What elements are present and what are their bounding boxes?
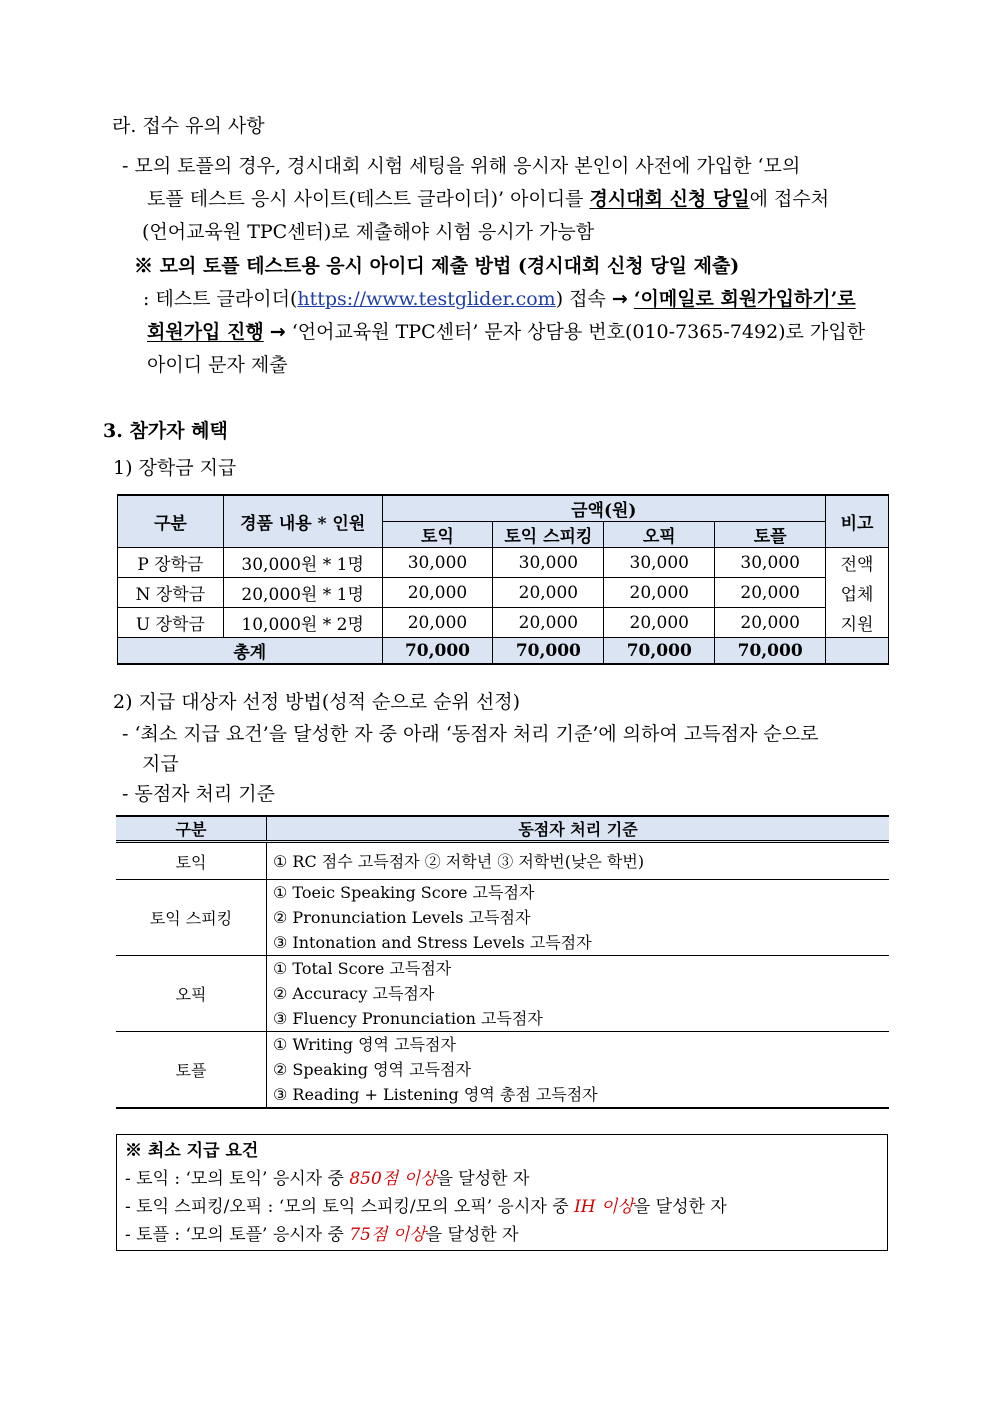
- row-note: 지원: [826, 608, 889, 638]
- row-value: 30,000: [604, 548, 715, 578]
- row-value: 30,000: [382, 548, 493, 578]
- tiebreak-table: [116, 815, 889, 1109]
- box-line: [125, 1221, 519, 1249]
- row-note: 업체: [826, 578, 889, 608]
- note-line: 아이디 문자 제출: [147, 354, 288, 376]
- text-segment: - 토익 스피킹/오픽 : ‘모의 토익 스피킹/모의 오픽’ 응시자 중: [125, 1197, 575, 1217]
- row-value: 20,000: [604, 578, 715, 608]
- table-row: [116, 842, 889, 880]
- criteria-line: ② Pronunciation Levels 고득점자: [273, 908, 531, 927]
- table-row: [116, 956, 889, 1032]
- row-value: 20,000: [382, 608, 493, 638]
- row-value: 20,000: [493, 578, 604, 608]
- highlight-text: 75점 이상: [349, 1225, 426, 1245]
- note-line: [143, 283, 856, 316]
- text-segment: ‘언어교육원 TPC센터’ 문자 상담용 번호(010-7365-7492)로 가입한: [291, 321, 866, 343]
- highlight-text: 850점 이상: [349, 1169, 437, 1189]
- emphasis-text: 회원가입 진행: [147, 321, 264, 343]
- minimum-requirement-box: [116, 1134, 888, 1251]
- row-value: 20,000: [715, 578, 826, 608]
- total-value: 70,000: [493, 638, 604, 665]
- total-row: [118, 638, 889, 665]
- row-prize: 30,000원 * 1명: [223, 548, 382, 578]
- header-category: 구분: [116, 816, 267, 842]
- total-label: 총계: [118, 638, 383, 665]
- row-value: 20,000: [493, 608, 604, 638]
- row-note: 전액: [826, 548, 889, 578]
- subsection-line: - ‘최소 지급 요건’을 달성한 자 중 아래 ‘동점자 처리 기준’에 의하여 고득점자 순으로: [122, 723, 819, 745]
- arrow-icon: →: [611, 288, 628, 310]
- row-category: 토플: [116, 1032, 267, 1109]
- subsection-title: 2) 지급 대상자 선정 방법(성적 순으로 순위 선정): [113, 691, 520, 713]
- criteria-line: ② Speaking 영역 고득점자: [273, 1060, 471, 1079]
- section-ra-paragraph-line: [147, 183, 829, 216]
- total-value: 70,000: [382, 638, 493, 665]
- box-line: [125, 1165, 529, 1193]
- header-toefl: 토플: [715, 522, 826, 548]
- row-prize: 20,000원 * 1명: [223, 578, 382, 608]
- row-category: 오픽: [116, 956, 267, 1032]
- text-segment: - 토플 : ‘모의 토플’ 응시자 중: [125, 1225, 350, 1245]
- scholarship-table: [117, 494, 889, 665]
- note-title: ※ 모의 토플 테스트용 응시 아이디 제출 방법 (경시대회 신청 당일 제출): [134, 255, 740, 277]
- criteria-line: ③ Reading + Listening 영역 총점 고득점자: [273, 1085, 598, 1104]
- criteria-line: ③ Intonation and Stress Levels 고득점자: [273, 933, 592, 952]
- testglider-link[interactable]: https://www.testglider.com: [297, 288, 556, 310]
- header-criteria: 동점자 처리 기준: [267, 816, 890, 842]
- subsection-title: 1) 장학금 지급: [113, 457, 237, 479]
- criteria-line: ① Writing 영역 고득점자: [273, 1035, 456, 1054]
- section-ra-paragraph-line: (언어교육원 TPC센터)로 제출해야 시험 응시가 가능함: [142, 221, 595, 243]
- text-segment: 을 달성한 자: [425, 1225, 519, 1245]
- emphasis-text: 경시대회 신청 당일: [589, 188, 750, 210]
- table-row: [118, 578, 889, 608]
- text-segment: ) 접속: [555, 288, 612, 310]
- criteria-line: ① RC 점수 고득점자 ② 저학년 ③ 저학번(낮은 학번): [273, 851, 645, 871]
- section-ra-title: 라. 접수 유의 사항: [112, 115, 265, 137]
- criteria-line: ② Accuracy 고득점자: [273, 984, 435, 1003]
- subsection-line: - 동점자 처리 기준: [122, 783, 276, 805]
- text-segment: - 토익 : ‘모의 토익’ 응시자 중: [125, 1169, 350, 1189]
- row-value: 20,000: [715, 608, 826, 638]
- row-category: U 장학금: [118, 608, 224, 638]
- row-criteria: [267, 1032, 890, 1109]
- header-note: 비고: [826, 495, 889, 548]
- row-category: 토익: [116, 842, 267, 880]
- section-ra-paragraph-line: - 모의 토플의 경우, 경시대회 시험 세팅을 위해 응시자 본인이 사전에 가입한 ‘모의: [122, 155, 801, 177]
- row-category: P 장학금: [118, 548, 224, 578]
- header-prize: 경품 내용 * 인원: [223, 495, 382, 548]
- arrow-icon: →: [269, 321, 286, 343]
- row-criteria: [267, 842, 890, 880]
- total-value: 70,000: [715, 638, 826, 665]
- header-category: 구분: [118, 495, 224, 548]
- row-value: 20,000: [382, 578, 493, 608]
- text-segment: 에 접수처: [749, 188, 830, 210]
- table-row: [116, 880, 889, 956]
- criteria-line: ① Toeic Speaking Score 고득점자: [273, 883, 535, 902]
- highlight-text: IH 이상: [574, 1197, 634, 1217]
- table-row: [116, 1032, 889, 1109]
- box-line: [125, 1193, 727, 1221]
- text-segment: 을 달성한 자: [633, 1197, 727, 1217]
- row-criteria: [267, 880, 890, 956]
- box-title: ※ 최소 지급 요건: [125, 1141, 259, 1161]
- row-prize: 10,000원 * 2명: [223, 608, 382, 638]
- header-toeic: 토익: [382, 522, 493, 548]
- row-value: 20,000: [604, 608, 715, 638]
- text-segment: : 테스트 글라이더(: [143, 288, 298, 310]
- header-amount: 금액(원): [382, 495, 826, 522]
- row-criteria: [267, 956, 890, 1032]
- note-line: [147, 316, 865, 349]
- criteria-line: ③ Fluency Pronunciation 고득점자: [273, 1009, 543, 1028]
- row-value: 30,000: [715, 548, 826, 578]
- table-row: [118, 548, 889, 578]
- section-3-title: 3. 참가자 혜택: [103, 420, 228, 442]
- emphasis-text: ‘이메일로 회원가입하기’로: [633, 288, 856, 310]
- text-segment: 토플 테스트 응시 사이트(테스트 글라이더)’ 아이디를: [147, 188, 590, 210]
- subsection-line: 지급: [142, 753, 179, 775]
- row-value: 30,000: [493, 548, 604, 578]
- criteria-line: ① Total Score 고득점자: [273, 959, 452, 978]
- table-row: [118, 608, 889, 638]
- text-segment: 을 달성한 자: [436, 1169, 530, 1189]
- row-category: N 장학금: [118, 578, 224, 608]
- row-category: 토익 스피킹: [116, 880, 267, 956]
- total-value: 70,000: [604, 638, 715, 665]
- header-toeic-speaking: 토익 스피킹: [493, 522, 604, 548]
- header-opic: 오픽: [604, 522, 715, 548]
- total-note-empty: [826, 638, 889, 665]
